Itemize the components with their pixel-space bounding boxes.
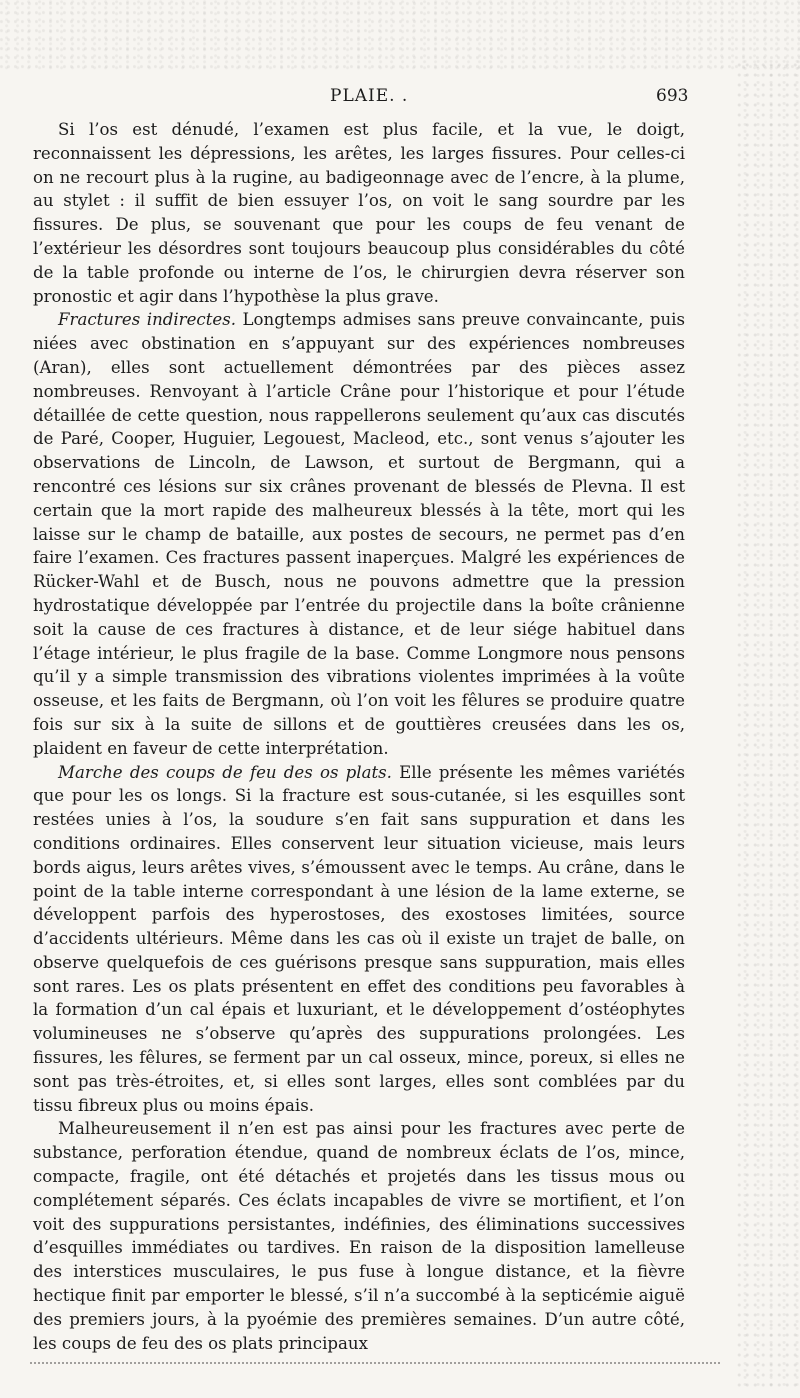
paragraph	[33, 118, 685, 308]
page-header	[0, 86, 800, 112]
paragraph	[33, 308, 685, 760]
paragraph-text: Elle présente les mêmes variétés que pour les os longs. Si la fracture est sous-cutanée, si les esquilles sont restées unies à l’os, la soudure s’en fait sans suppuration et dans les conditions ordinaires. Elles conservent leur situation vicieuse, mais leurs bords aigus, leurs arêtes vives, s’émoussent avec le temps. Au crâne, dans le point de la table interne correspondant à une lésion de la lame externe, se développent parfois des hyperostoses, des exostoses limitées, source d’accidents ultérieurs. Même dans les cas où il existe un trajet de balle, on observe quelquefois de ces guérisons presque sans suppuration, mais elles sont rares. Les os plats présentent en effet des conditions peu favorables à la formation d’un cal épais et luxuriant, et le développement d’ostéophytes volumineuses ne s’observe qu’après des suppurations prolongées. Les fissures, les fêlures, se ferment par un cal osseux, mince, poreux, si elles ne sont pas très-étroites, et, si elles sont larges, elles sont comblées par du tissu fibreux plus ou moins épais.	[33, 762, 686, 1115]
paragraph	[33, 1117, 685, 1355]
section-lead: Marche des coups de feu des os plats.	[58, 762, 400, 782]
body-text	[33, 118, 685, 1355]
paragraph-text: Longtemps admises sans preuve convaincante, puis niées avec obstination en s’appuyant sur des expériences nombreuses (Aran), elles sont actuellement démontrées par des pièces assez nombreuses. Renvoyant à l’article Crâne pour l’historique et pour l’étude détaillée de cette question, nous rappellerons seulement qu’aux cas discutés de Paré, Cooper, Huguier, Legouest, Macleod, etc., sont venus s’ajouter les observations de Lincoln, de Lawson, et surtout de Bergmann, qui a rencontré ces lésions sur six crânes provenant de blessés de Plevna. Il est certain que la mort rapide des malheureux blessés à la tête, mort qui les laisse sur le champ de bataille, aux postes de secours, ne permet pas d’en faire l’examen. Ces fractures passent inaperçues. Malgré les expériences de Rücker-Wahl et de Busch, nous ne pouvons admettre que la pression hydrostatique développée par l’entrée du projectile dans la boîte crânienne soit la cause de ces fractures à distance, et de leur siége habituel dans l’étage intérieur, le plus fragile de la base. Comme Longmore nous pensons qu’il y a simple transmission des vibrations violentes imprimées à la voûte osseuse, et les faits de Bergmann, où l’on voit les fêlures se produire quatre fois sur six à la suite de sillons et de gouttières creusées dans les os, plaident en faveur de cette interprétation.	[33, 310, 685, 758]
bottom-rule	[30, 1362, 720, 1364]
running-title: PLAIE. .	[330, 86, 409, 106]
scan-noise-top	[0, 0, 800, 70]
paragraph	[33, 761, 685, 1118]
paragraph-text: Si l’os est dénudé, l’examen est plus facile, et la vue, le doigt, reconnaissent les dépressions, les arêtes, les larges fissures. Pour celles-ci on ne recourt plus à la rugine, au badigeonnage avec de l’encre, à la plume, au stylet : il suffit de bien essuyer l’os, on voit le sang sourdre par les fissures. De plus, se souvenant que pour les coups de feu venant de l’extérieur les désordres sont toujours beaucoup plus considérables du côté de la table profonde ou interne de l’os, le chirurgien devra réserver son pronostic et agir dans l’hypothèse la plus grave.	[33, 120, 685, 306]
page-number: 693	[656, 86, 689, 106]
section-lead: Fractures indirectes.	[58, 310, 243, 330]
paragraph-text: Malheureusement il n’en est pas ainsi pour les fractures avec perte de substance, perforation étendue, quand de nombreux éclats de l’os, mince, compacte, fragile, ont été détachés et projetés dans les tissus mous ou complétement séparés. Ces éclats incapables de vivre se mortifient, et l’on voit des suppurations persistantes, indéfinies, des éliminations successives d’esquilles immédiates ou tardives. En raison de la disposition lamelleuse des interstices musculaires, le pus fuse à longue distance, et la fièvre hectique finit par emporter le blessé, s’il n’a succombé à la septicémie aiguë des premiers jours, à la pyoémie des premières semaines. D’un autre côté, les coups de feu des os plats principaux	[33, 1119, 685, 1353]
scan-noise-right-margin	[736, 60, 800, 1390]
